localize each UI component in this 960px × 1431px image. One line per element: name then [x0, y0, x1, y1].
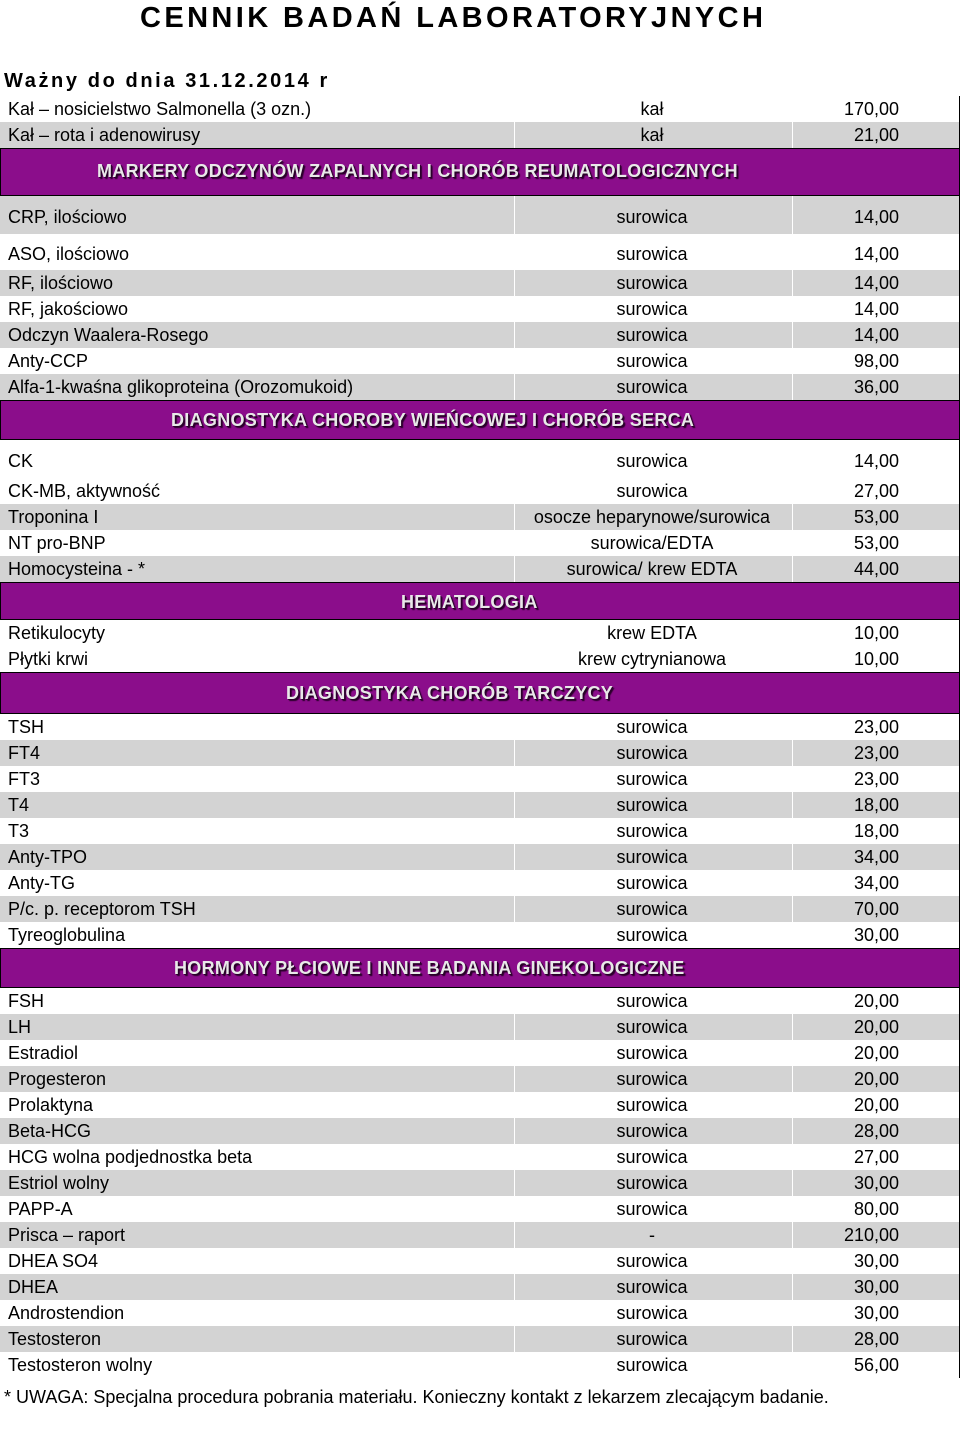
test-price: 14,00 — [853, 244, 899, 264]
price-table — [0, 96, 960, 1378]
test-name: Prolaktyna — [8, 1095, 94, 1115]
table-row — [0, 766, 960, 792]
test-name: P/c. p. receptorom TSH — [8, 899, 196, 919]
section-header — [0, 582, 960, 620]
test-price: 70,00 — [853, 899, 899, 919]
sample-material: surowica — [616, 821, 688, 841]
sample-material: surowica — [616, 1043, 688, 1063]
test-price: 30,00 — [853, 1173, 899, 1193]
test-price: 34,00 — [853, 847, 899, 867]
section-header — [0, 948, 960, 988]
test-name: Tyreoglobulina — [8, 925, 126, 945]
sample-material: kał — [640, 99, 664, 119]
sample-material: krew EDTA — [607, 623, 697, 643]
table-row — [0, 196, 960, 234]
test-price: 18,00 — [853, 821, 899, 841]
test-name: NT pro-BNP — [8, 533, 106, 553]
test-price: 28,00 — [853, 1121, 899, 1141]
test-price: 210,00 — [843, 1225, 899, 1245]
section-header — [0, 148, 960, 196]
section-header — [0, 672, 960, 714]
test-price: 34,00 — [853, 873, 899, 893]
sample-material: surowica — [616, 717, 688, 737]
test-price: 10,00 — [853, 623, 899, 643]
sample-material: surowica — [616, 273, 688, 293]
test-name: Estradiol — [8, 1043, 79, 1063]
table-row — [0, 530, 960, 556]
test-price: 28,00 — [853, 1329, 899, 1349]
sample-material: surowica — [616, 1095, 688, 1115]
table-row — [0, 348, 960, 374]
table-row — [0, 792, 960, 818]
test-name: HCG wolna podjednostka beta — [8, 1147, 253, 1167]
section-title: DIAGNOSTYKA CHORÓB TARCZYCY — [286, 683, 614, 703]
table-row — [0, 1066, 960, 1092]
test-name: LH — [8, 1017, 32, 1037]
test-name: Alfa-1-kwaśna glikoproteina (Orozomukoid) — [8, 377, 354, 397]
sample-material: surowica — [616, 1303, 688, 1323]
test-name: Beta-HCG — [8, 1121, 92, 1141]
sample-material: surowica/EDTA — [590, 533, 714, 553]
test-name: CRP, ilościowo — [8, 207, 127, 227]
test-name: FT4 — [8, 743, 41, 763]
page-title: CENNIK BADAŃ LABORATORYJNYCH — [140, 2, 767, 34]
test-price: 56,00 — [853, 1355, 899, 1375]
test-price: 98,00 — [853, 351, 899, 371]
test-price: 20,00 — [853, 1017, 899, 1037]
table-row — [0, 1040, 960, 1066]
test-price: 44,00 — [853, 559, 899, 579]
test-price: 36,00 — [853, 377, 899, 397]
test-name: Testosteron — [8, 1329, 102, 1349]
sample-material: surowica — [616, 1147, 688, 1167]
table-row — [0, 504, 960, 530]
test-name: Testosteron wolny — [8, 1355, 153, 1375]
test-price: 20,00 — [853, 991, 899, 1011]
test-price: 23,00 — [853, 743, 899, 763]
test-name: Troponina I — [8, 507, 99, 527]
sample-material: surowica — [616, 795, 688, 815]
test-name: PAPP-A — [8, 1199, 73, 1219]
table-row — [0, 1352, 960, 1378]
sample-material: surowica — [616, 1121, 688, 1141]
section-title: MARKERY ODCZYNÓW ZAPALNYCH I CHORÓB REUMATOLOGICZNYCH — [97, 161, 738, 181]
test-name: RF, ilościowo — [8, 273, 114, 293]
sample-material: surowica — [616, 743, 688, 763]
sample-material: surowica — [616, 1069, 688, 1089]
test-name: TSH — [8, 717, 44, 737]
sample-material: surowica — [616, 925, 688, 945]
test-name: ASO, ilościowo — [8, 244, 130, 264]
test-name: RF, jakościowo — [8, 299, 129, 319]
sample-material: surowica — [616, 873, 688, 893]
test-name: Płytki krwi — [8, 649, 88, 669]
test-name: DHEA — [8, 1277, 59, 1297]
sample-material: surowica — [616, 299, 688, 319]
test-name: Anty-TPO — [8, 847, 88, 867]
test-price: 23,00 — [853, 717, 899, 737]
table-row — [0, 844, 960, 870]
table-row — [0, 922, 960, 948]
table-row — [0, 988, 960, 1014]
test-price: 170,00 — [843, 99, 899, 119]
test-price: 20,00 — [853, 1095, 899, 1115]
test-name: Homocysteina - * — [8, 559, 146, 579]
test-name: Progesteron — [8, 1069, 107, 1089]
table-row — [0, 1300, 960, 1326]
sample-material: surowica — [616, 991, 688, 1011]
table-row — [0, 646, 960, 672]
table-row — [0, 1326, 960, 1352]
test-price: 14,00 — [853, 273, 899, 293]
table-row — [0, 374, 960, 400]
sample-material: surowica — [616, 351, 688, 371]
test-price: 23,00 — [853, 769, 899, 789]
test-name: CK-MB, aktywność — [8, 481, 161, 501]
sample-material: surowica — [616, 899, 688, 919]
table-row — [0, 122, 960, 148]
test-name: Anty-CCP — [8, 351, 89, 371]
test-price: 30,00 — [853, 1303, 899, 1323]
test-price: 30,00 — [853, 925, 899, 945]
test-name: DHEA SO4 — [8, 1251, 99, 1271]
test-name: FSH — [8, 991, 44, 1011]
test-name: Anty-TG — [8, 873, 76, 893]
test-name: FT3 — [8, 769, 41, 789]
table-row — [0, 1144, 960, 1170]
table-row — [0, 96, 960, 122]
test-price: 10,00 — [853, 649, 899, 669]
sample-material: surowica — [616, 207, 688, 227]
test-price: 30,00 — [853, 1277, 899, 1297]
sample-material: surowica/ krew EDTA — [566, 559, 738, 579]
test-price: 14,00 — [853, 451, 899, 471]
sample-material: surowica — [616, 377, 688, 397]
table-row — [0, 296, 960, 322]
test-name: Odczyn Waalera-Rosego — [8, 325, 209, 345]
table-row — [0, 1092, 960, 1118]
test-price: 53,00 — [853, 533, 899, 553]
sample-material: - — [649, 1225, 655, 1245]
table-row — [0, 440, 960, 478]
test-price: 27,00 — [853, 481, 899, 501]
table-row — [0, 870, 960, 896]
table-row — [0, 1274, 960, 1300]
sample-material: surowica — [616, 1251, 688, 1271]
test-price: 14,00 — [853, 299, 899, 319]
sample-material: surowica — [616, 325, 688, 345]
table-row — [0, 1014, 960, 1040]
test-price: 20,00 — [853, 1069, 899, 1089]
sample-material: surowica — [616, 1329, 688, 1349]
table-row — [0, 478, 960, 504]
sample-material: surowica — [616, 1277, 688, 1297]
test-price: 20,00 — [853, 1043, 899, 1063]
sample-material: surowica — [616, 1173, 688, 1193]
sample-material: surowica — [616, 1199, 688, 1219]
test-name: Prisca – raport — [8, 1225, 126, 1245]
table-row — [0, 1222, 960, 1248]
table-row — [0, 1170, 960, 1196]
validity-date: Ważny do dnia 31.12.2014 r — [4, 70, 330, 92]
table-row — [0, 818, 960, 844]
test-name: Androstendion — [8, 1303, 125, 1323]
test-price: 27,00 — [853, 1147, 899, 1167]
test-name: T3 — [8, 821, 30, 841]
table-row — [0, 1118, 960, 1144]
sample-material: surowica — [616, 1017, 688, 1037]
table-row — [0, 322, 960, 348]
section-header — [0, 400, 960, 440]
test-price: 53,00 — [853, 507, 899, 527]
table-row — [0, 714, 960, 740]
section-title: HEMATOLOGIA — [401, 592, 538, 612]
sample-material: kał — [640, 125, 664, 145]
sample-material: surowica — [616, 847, 688, 867]
test-name: Kał – nosicielstwo Salmonella (3 ozn.) — [8, 99, 312, 119]
test-name: Kał – rota i adenowirusy — [8, 125, 201, 145]
sample-material: surowica — [616, 481, 688, 501]
test-price: 14,00 — [853, 207, 899, 227]
table-row — [0, 1248, 960, 1274]
sample-material: surowica — [616, 244, 688, 264]
table-row — [0, 234, 960, 270]
sample-material: surowica — [616, 451, 688, 471]
table-row — [0, 740, 960, 766]
test-name: CK — [8, 451, 34, 471]
test-name: T4 — [8, 795, 30, 815]
sample-material: surowica — [616, 769, 688, 789]
test-price: 18,00 — [853, 795, 899, 815]
table-row — [0, 620, 960, 646]
table-row — [0, 896, 960, 922]
sample-material: surowica — [616, 1355, 688, 1375]
table-row — [0, 1196, 960, 1222]
test-price: 30,00 — [853, 1251, 899, 1271]
section-title: HORMONY PŁCIOWE I INNE BADANIA GINEKOLOGICZNE — [174, 958, 685, 978]
section-title: DIAGNOSTYKA CHOROBY WIEŃCOWEJ I CHORÓB SERCA — [171, 410, 695, 430]
test-name: Retikulocyty — [8, 623, 106, 643]
table-row — [0, 556, 960, 582]
test-name: Estriol wolny — [8, 1173, 110, 1193]
sample-material: krew cytrynianowa — [577, 649, 727, 669]
test-price: 21,00 — [853, 125, 899, 145]
test-price: 80,00 — [853, 1199, 899, 1219]
footer-note: * UWAGA: Specjalna procedura pobrania materiału. Konieczny kontakt z lekarzem zlecającym badanie. — [4, 1387, 829, 1407]
sample-material: osocze heparynowe/surowica — [533, 507, 771, 527]
test-price: 14,00 — [853, 325, 899, 345]
table-row — [0, 270, 960, 296]
